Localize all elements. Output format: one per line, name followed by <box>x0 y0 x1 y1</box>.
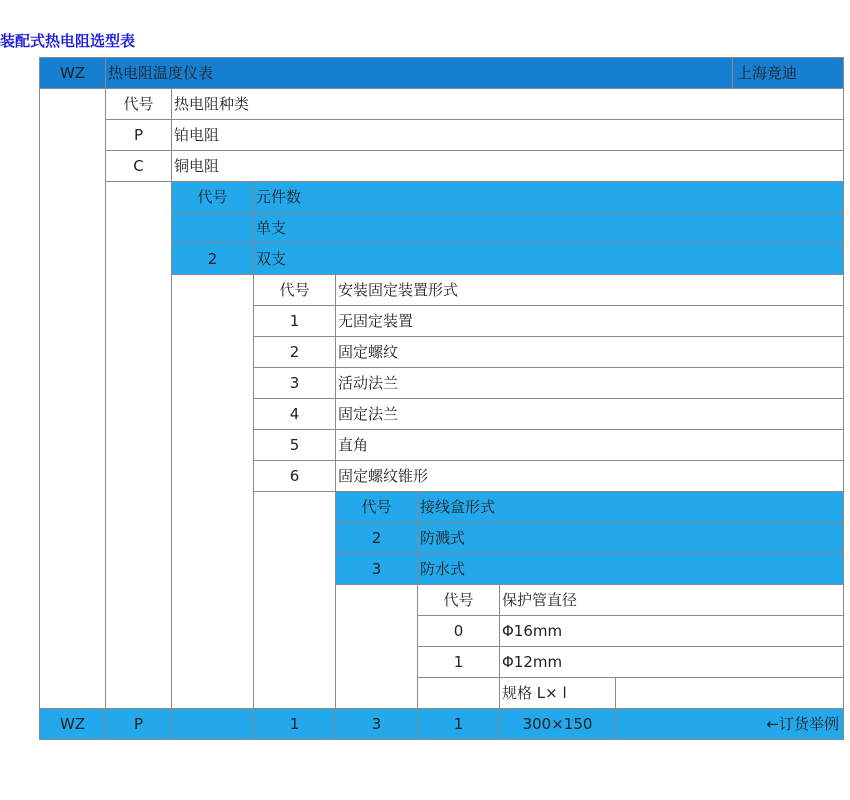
level1-option-text: 铜电阻 <box>171 150 844 182</box>
level1-category: 热电阻种类 <box>171 88 844 120</box>
level2-option-text: 单支 <box>253 212 844 244</box>
level5-category: 保护管直径 <box>499 584 844 616</box>
level1-option-text: 铂电阻 <box>171 119 844 151</box>
level2-category: 元件数 <box>253 181 844 213</box>
blank-column-1 <box>39 88 106 709</box>
level2-option-code: 2 <box>171 243 254 275</box>
level3-option-text: 活动法兰 <box>335 367 844 399</box>
level5-option-code: 1 <box>417 646 500 678</box>
level3-option-code: 1 <box>253 305 336 337</box>
level4-category: 接线盒形式 <box>417 491 844 523</box>
level3-option-text: 固定螺纹 <box>335 336 844 368</box>
level4-option-code: 3 <box>335 553 418 585</box>
level3-option-code: 4 <box>253 398 336 430</box>
header-code: WZ <box>39 57 106 89</box>
example-cell: 1 <box>253 708 336 740</box>
example-cell: WZ <box>39 708 106 740</box>
blank-column-5 <box>335 584 418 709</box>
blank-column-3 <box>171 274 254 709</box>
level3-option-code: 5 <box>253 429 336 461</box>
level3-option-code: 2 <box>253 336 336 368</box>
example-cell: 300×150 <box>499 708 616 740</box>
example-cell <box>171 708 254 740</box>
size-spec-label: 规格 L× l <box>499 677 616 709</box>
page-title: 装配式热电阻选型表 <box>0 32 136 50</box>
level1-code-label: 代号 <box>105 88 172 120</box>
level3-option-text: 固定螺纹锥形 <box>335 460 844 492</box>
blank-column-4 <box>253 491 336 709</box>
blank-column-2 <box>105 181 172 709</box>
level4-code-label: 代号 <box>335 491 418 523</box>
level5-option-text: Φ16mm <box>499 615 844 647</box>
level5-option-text: Φ12mm <box>499 646 844 678</box>
level1-option-code: P <box>105 119 172 151</box>
size-spec-value <box>615 677 844 709</box>
level3-category: 安装固定装置形式 <box>335 274 844 306</box>
example-note: ←订货举例 <box>615 708 844 740</box>
level3-option-text: 直角 <box>335 429 844 461</box>
example-cell: 1 <box>417 708 500 740</box>
example-cell: 3 <box>335 708 418 740</box>
level2-option-code <box>171 212 254 244</box>
level2-option-text: 双支 <box>253 243 844 275</box>
level4-option-text: 防溅式 <box>417 522 844 554</box>
header-maker: 上海竟迪 <box>732 57 844 89</box>
level4-option-code: 2 <box>335 522 418 554</box>
level4-option-text: 防水式 <box>417 553 844 585</box>
level5-code-label: 代号 <box>417 584 500 616</box>
level3-option-code: 6 <box>253 460 336 492</box>
level3-option-code: 3 <box>253 367 336 399</box>
header-name: 热电阻温度仪表 <box>105 57 844 89</box>
level3-option-text: 无固定装置 <box>335 305 844 337</box>
level2-code-label: 代号 <box>171 181 254 213</box>
size-spec-blank <box>417 677 500 709</box>
level3-option-text: 固定法兰 <box>335 398 844 430</box>
example-cell: P <box>105 708 172 740</box>
level3-code-label: 代号 <box>253 274 336 306</box>
level5-option-code: 0 <box>417 615 500 647</box>
level1-option-code: C <box>105 150 172 182</box>
